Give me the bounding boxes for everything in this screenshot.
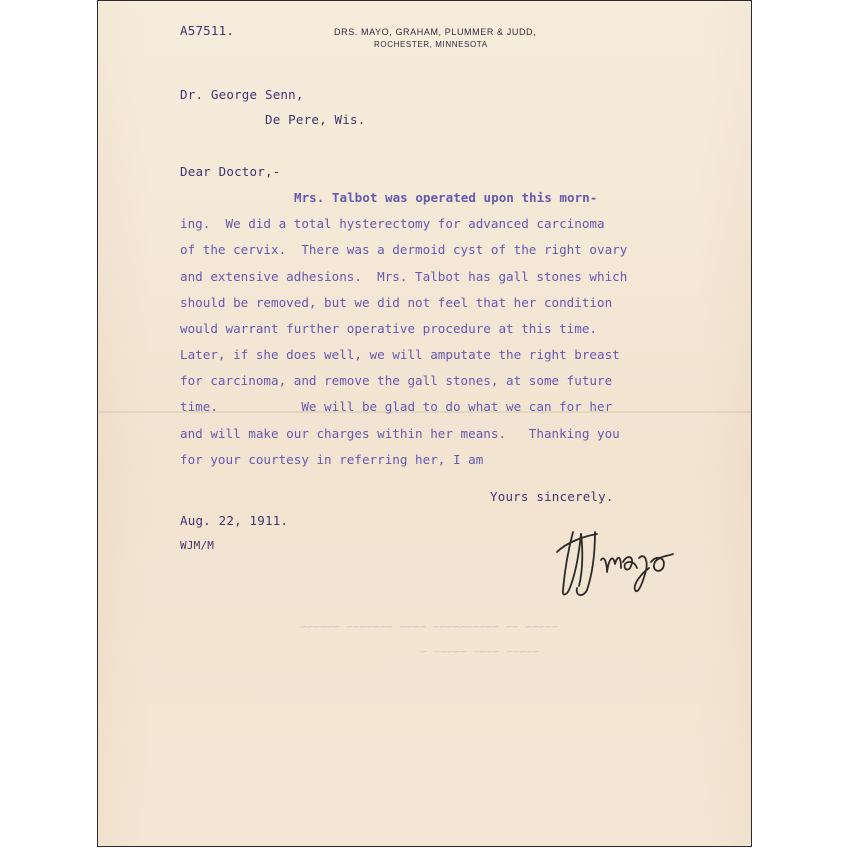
letter-date: Aug. 22, 1911. — [180, 513, 289, 528]
handwritten-signature — [545, 512, 705, 607]
body-line-11: for your courtesy in referring her, I am — [180, 452, 484, 467]
body-line-5: should be removed, but we did not feel that her condition — [180, 295, 613, 310]
body-line-8: for carcinoma, and remove the gall stones, at some future — [180, 373, 613, 388]
salutation: Dear Doctor,- — [180, 164, 281, 179]
recipient-name: Dr. George Senn, — [180, 87, 304, 102]
body-line-4: and extensive adhesions. Mrs. Talbot has gall stones which — [180, 269, 628, 284]
reference-number: A57511. — [180, 23, 235, 38]
letterhead-firm: DRS. MAYO, GRAHAM, PLUMMER & JUDD, — [334, 27, 537, 37]
body-line-3: of the cervix. There was a dermoid cyst of the right ovary — [180, 242, 628, 257]
bleed-through-text: ~~~~~ ~~ ~~~~~~~~~~ ~~~~ ~~~~~~~ ~~~~~~ — [300, 620, 559, 633]
body-line-6: would warrant further operative procedure at this time. — [180, 321, 598, 336]
body-line-10: and will make our charges within her means. Thanking you — [180, 426, 620, 441]
body-line-2: ing. We did a total hysterectomy for advanced carcinoma — [180, 216, 605, 231]
closing: Yours sincerely. — [490, 489, 614, 504]
typist-initials: WJM/M — [180, 539, 215, 552]
body-line-1: Mrs. Talbot was operated upon this morn- — [294, 190, 598, 205]
letterhead-location: ROCHESTER, MINNESOTA — [374, 40, 488, 49]
body-line-7: Later, if she does well, we will amputate the right breast — [180, 347, 620, 362]
letter-page — [97, 0, 752, 847]
body-line-9: time. We will be glad to do what we can for her — [180, 399, 613, 414]
recipient-address: De Pere, Wis. — [265, 112, 366, 127]
bleed-through-text-2: ~~~~~ ~~~~ ~~~~~ ~ — [420, 645, 540, 658]
